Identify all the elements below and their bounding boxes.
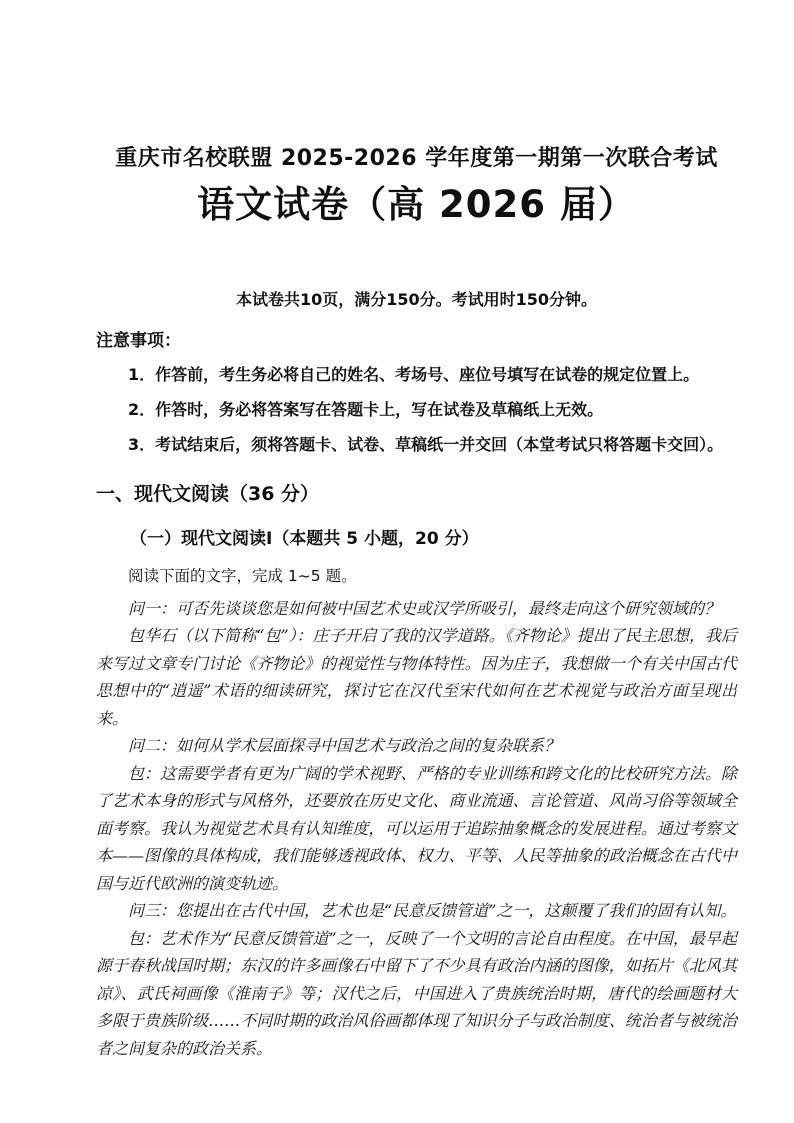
- reading-passage: [96, 595, 737, 1063]
- passage-paragraph-a1: 包华石（以下简称“包”）：庄子开启了我的汉学道路。《齐物论》提出了民主思想，我后来写过文章专门讨论《齐物论》的视觉性与物体特性。因为庄子，我想做一个有关中国古代思想中的“逍遥”术语的细读研究，探讨它在汉代至宋代如何在艺术视觉与政治方面呈现出来。: [96, 626, 737, 728]
- reading-instruction: 阅读下面的文字，完成 1~5 题。: [128, 566, 357, 585]
- notice-item-3: 3．考试结束后，须将答题卡、试卷、草稿纸一并交回（本堂考试只将答题卡交回）。: [128, 434, 724, 454]
- passage-paragraph-a3: 包：艺术作为“民意反馈管道”之一，反映了一个文明的言论自由程度。在中国，最早起源于春秋战国时期；东汉的许多画像石中留下了不少具有政治内涵的图像，如拓片《北风其凉》、武氏祠画像《淮南子》等；汉代之后，中国进入了贵族统治时期，唐代的绘画题材大多限于贵族阶级……不同时期的政治风俗画都体现了知识分子与政治制度、统治者与被统治者之间复杂的政治关系。: [96, 928, 737, 1058]
- passage-paragraph-q1: 问一：可否先谈谈您是如何被中国艺术史或汉学所吸引，最终走向这个研究领域的？: [128, 598, 721, 618]
- exam-info-line: 本试卷共10页，满分150分。考试用时150分钟。: [235, 289, 598, 309]
- subsection-heading-modern-reading-1: （一）现代文阅读Ⅰ（本题共 5 小题，20 分）: [130, 528, 479, 549]
- passage-paragraph-q3: 问三：您提出在古代中国，艺术也是“民意反馈管道”之一，这颠覆了我们的固有认知。: [128, 901, 737, 921]
- notice-item-2: 2．作答时，务必将答案写在答题卡上，写在试卷及草稿纸上无效。: [128, 399, 604, 419]
- notice-list: [96, 365, 737, 455]
- exam-main-title: 语文试卷（高 2026 届）: [197, 183, 636, 227]
- notice-heading: 注意事项：: [96, 330, 181, 351]
- exam-header-title: 重庆市名校联盟 2025-2026 学年度第一期第一次联合考试: [115, 146, 718, 171]
- passage-paragraph-q2: 问二：如何从学术层面探寻中国艺术与政治之间的复杂联系？: [128, 736, 561, 756]
- section-heading-modern-reading: 一、现代文阅读（36 分）: [96, 482, 320, 505]
- passage-paragraph-a2: 包：这需要学者有更为广阔的学术视野、严格的专业训练和跨文化的比校研究方法。除了艺术本身的形式与风格外，还要放在历史文化、商业流通、言论管道、风尚习俗等领域全面考察。我认为视觉艺术具有认知维度，可以运用于追踪抽象概念的发展进程。通过考察文本——图像的具体构成，我们能够透视政体、权力、平等、人民等抽象的政治概念在古代中国与近代欧洲的演变轨迹。: [96, 763, 737, 893]
- notice-item-1: 1．作答前，考生务必将自己的姓名、考场号、座位号填写在试卷的规定位置上。: [128, 364, 700, 384]
